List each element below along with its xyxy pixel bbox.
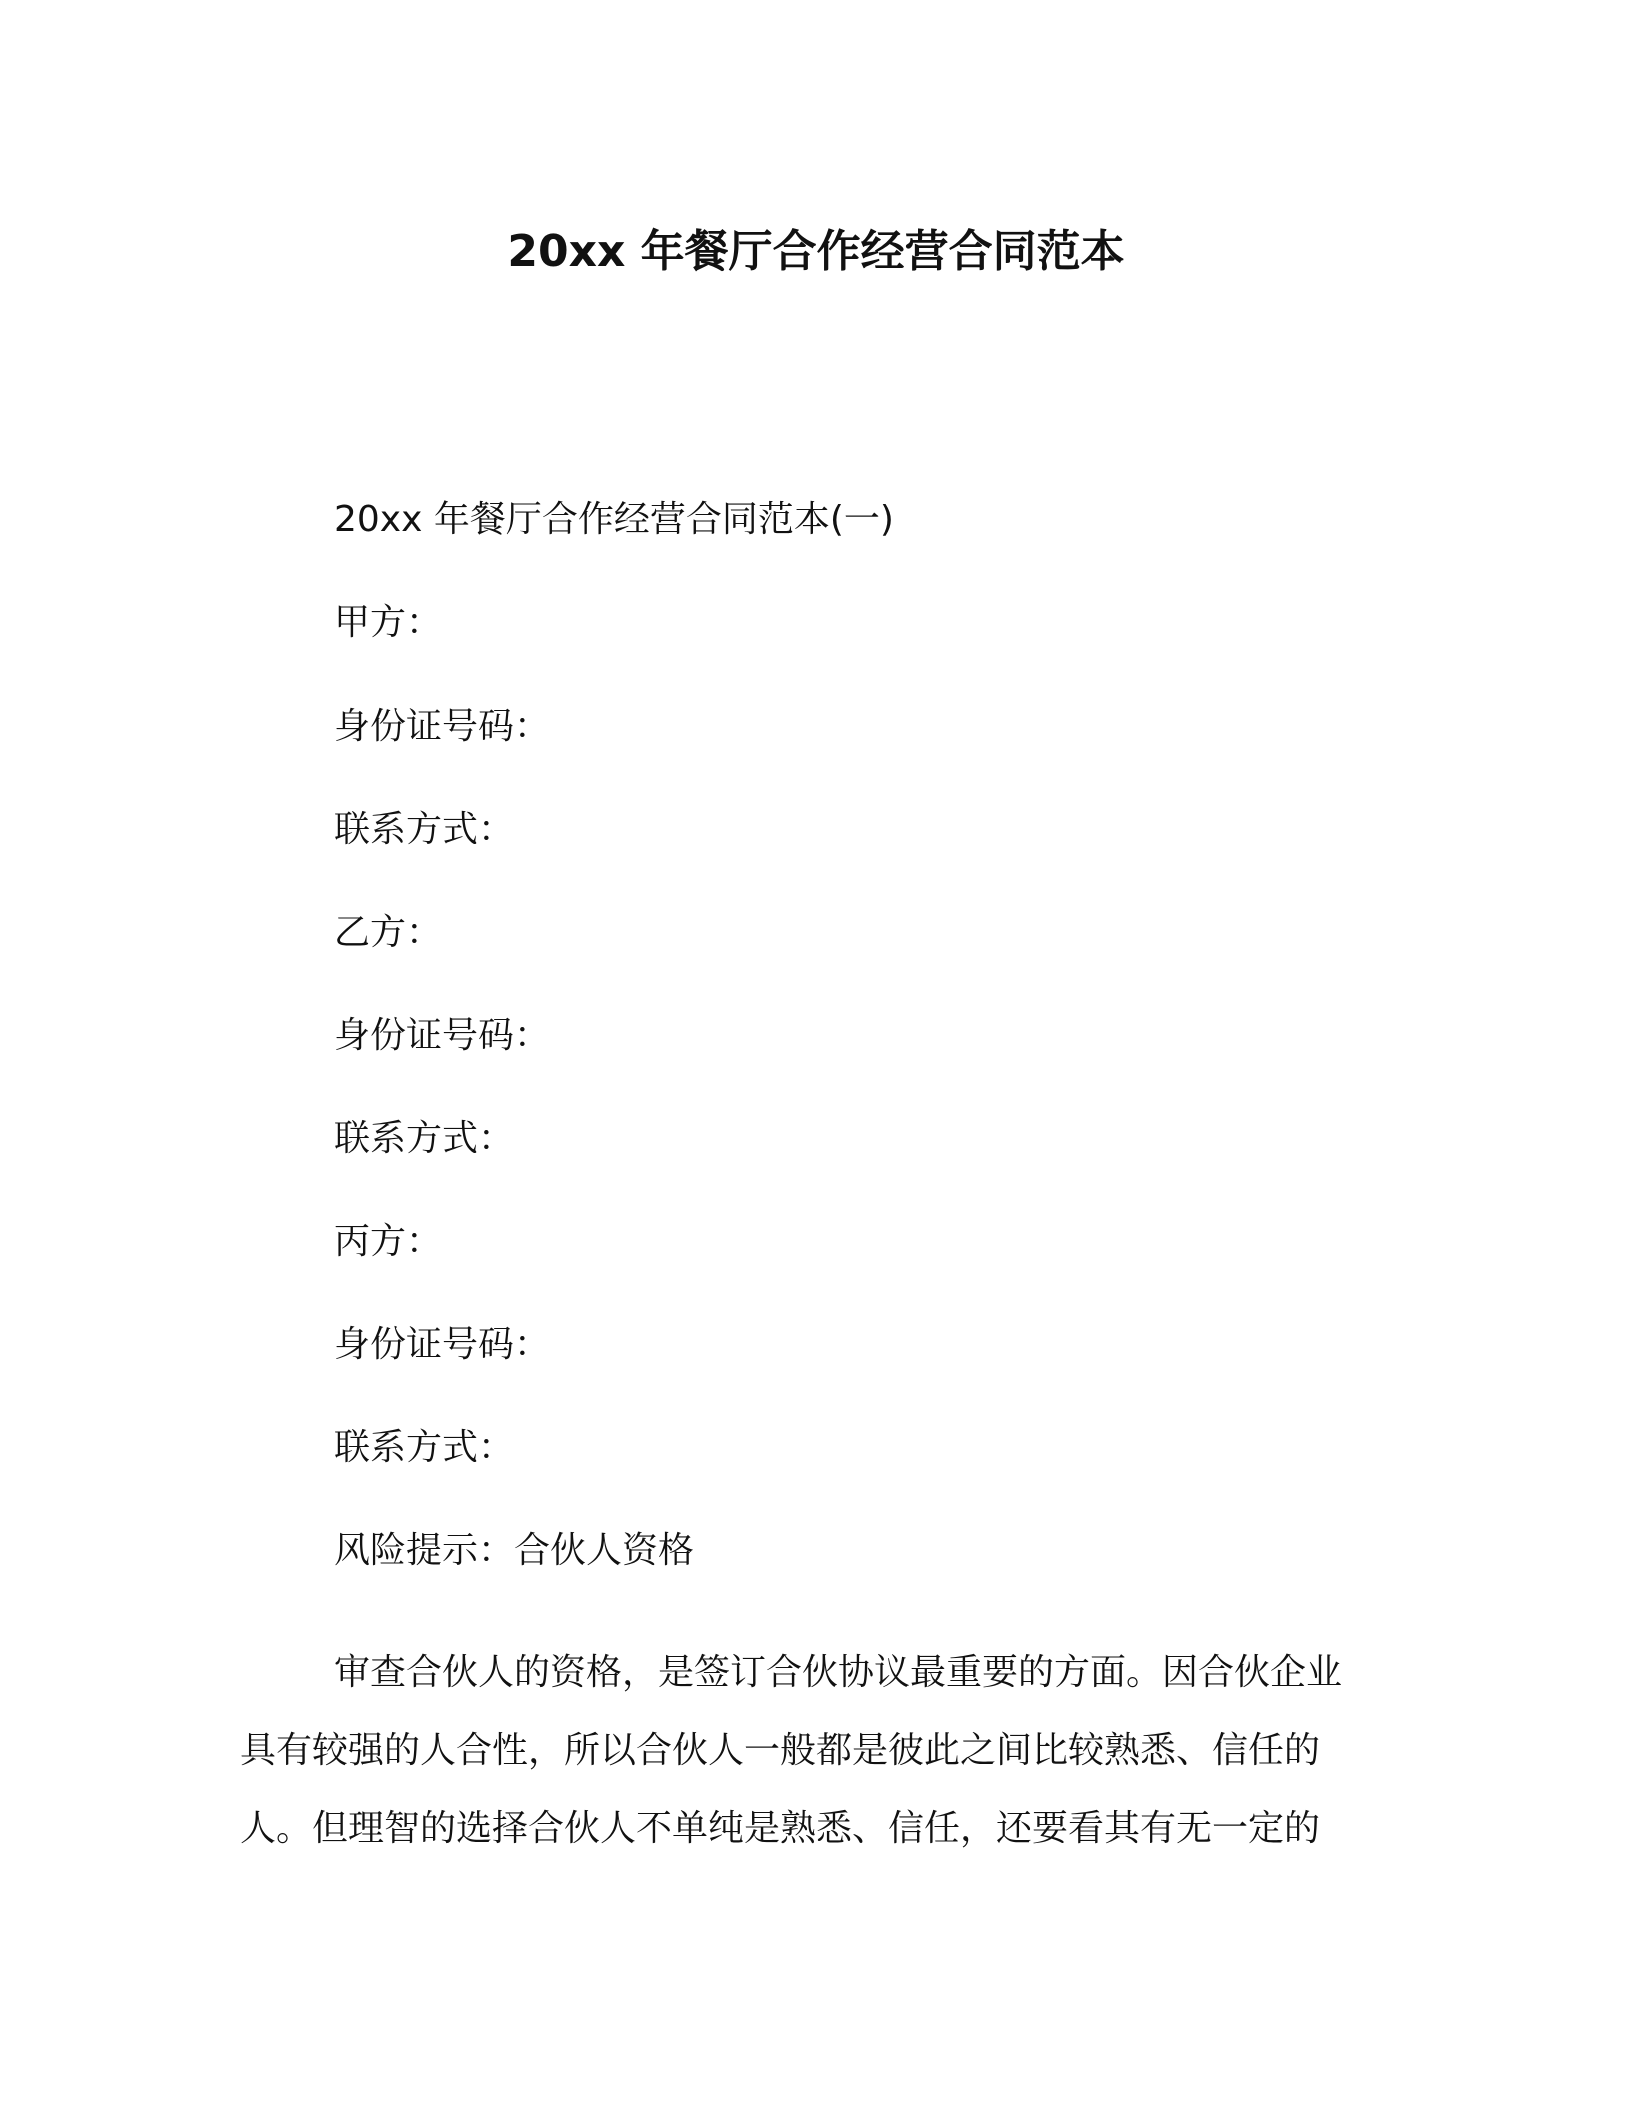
- body-paragraph: [240, 1634, 1420, 1868]
- risk-tip-heading: 风险提示：合伙人资格: [334, 1530, 695, 1571]
- party-a-id-label: 身份证号码：: [334, 706, 551, 747]
- paragraph-line: 人。但理智的选择合伙人不单纯是熟悉、信任，还要看其有无一定的: [240, 1808, 1321, 1849]
- party-b-contact-label: 联系方式：: [334, 1118, 515, 1159]
- party-a-label: 甲方：: [334, 602, 443, 643]
- party-c-contact-label: 联系方式：: [334, 1427, 515, 1468]
- paragraph-line: 具有较强的人合性，所以合伙人一般都是彼此之间比较熟悉、信任的: [240, 1730, 1321, 1771]
- document-title: 20xx 年餐厅合作经营合同范本: [507, 226, 1125, 277]
- contract-subtitle: 20xx 年餐厅合作经营合同范本(一): [334, 499, 894, 540]
- party-b-label: 乙方：: [334, 912, 443, 953]
- party-c-id-label: 身份证号码：: [334, 1324, 551, 1365]
- party-c-label: 丙方：: [334, 1221, 443, 1262]
- paragraph-line: 审查合伙人的资格，是签订合伙协议最重要的方面。因合伙企业: [334, 1652, 1343, 1693]
- party-b-id-label: 身份证号码：: [334, 1015, 551, 1056]
- party-a-contact-label: 联系方式：: [334, 809, 515, 850]
